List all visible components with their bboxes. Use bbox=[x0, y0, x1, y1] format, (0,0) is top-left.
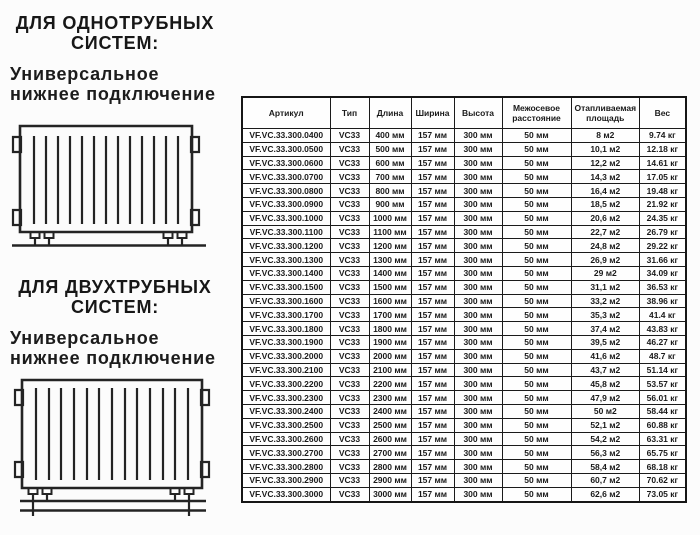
table-cell: 50 мм bbox=[502, 239, 571, 253]
table-cell: 54,2 м2 bbox=[571, 432, 640, 446]
table-row bbox=[242, 170, 686, 184]
table-cell: 2400 мм bbox=[369, 404, 411, 418]
table-cell: 46.27 кг bbox=[640, 335, 686, 349]
table-cell: 50 мм bbox=[502, 280, 571, 294]
table-cell: 2300 мм bbox=[369, 391, 411, 405]
table-cell: 50 мм bbox=[502, 363, 571, 377]
table-cell: 60,7 м2 bbox=[571, 473, 640, 487]
table-cell: VF.VC.33.300.1600 bbox=[242, 294, 330, 308]
table-cell: 300 мм bbox=[454, 335, 502, 349]
table-cell: 300 мм bbox=[454, 446, 502, 460]
table-row bbox=[242, 211, 686, 225]
table-cell: 50 мм bbox=[502, 335, 571, 349]
table-row bbox=[242, 308, 686, 322]
table-cell: 50 мм bbox=[502, 404, 571, 418]
table-cell: 157 мм bbox=[411, 418, 454, 432]
table-row bbox=[242, 294, 686, 308]
table-cell: 50 мм bbox=[502, 225, 571, 239]
column-header-width: Ширина bbox=[411, 97, 454, 129]
table-cell: 2800 мм bbox=[369, 460, 411, 474]
table-cell: 157 мм bbox=[411, 170, 454, 184]
table-cell: 17.05 кг bbox=[640, 170, 686, 184]
table-cell: VC33 bbox=[330, 446, 369, 460]
two-pipe-subheading bbox=[10, 328, 236, 368]
table-cell: 50 мм bbox=[502, 487, 571, 501]
table-cell: VF.VC.33.300.0600 bbox=[242, 156, 330, 170]
table-cell: 1700 мм bbox=[369, 308, 411, 322]
table-cell: VF.VC.33.300.0500 bbox=[242, 142, 330, 156]
table-cell: 51.14 кг bbox=[640, 363, 686, 377]
table-row bbox=[242, 184, 686, 198]
table-cell: 50 мм bbox=[502, 129, 571, 143]
table-cell: 50 мм bbox=[502, 253, 571, 267]
table-cell: 24,8 м2 bbox=[571, 239, 640, 253]
table-cell: 50 мм bbox=[502, 460, 571, 474]
table-cell: 41.4 кг bbox=[640, 308, 686, 322]
table-cell: VF.VC.33.300.1300 bbox=[242, 253, 330, 267]
table-cell: VC33 bbox=[330, 239, 369, 253]
table-cell: 157 мм bbox=[411, 266, 454, 280]
table-cell: 43,7 м2 bbox=[571, 363, 640, 377]
table-row bbox=[242, 156, 686, 170]
table-cell: 50 мм bbox=[502, 349, 571, 363]
table-cell: 1100 мм bbox=[369, 225, 411, 239]
table-cell: 50 мм bbox=[502, 211, 571, 225]
table-cell: VC33 bbox=[330, 473, 369, 487]
table-cell: 157 мм bbox=[411, 225, 454, 239]
table-cell: 157 мм bbox=[411, 129, 454, 143]
table-cell: 50 мм bbox=[502, 197, 571, 211]
table-cell: VF.VC.33.300.0800 bbox=[242, 184, 330, 198]
table-cell: 700 мм bbox=[369, 170, 411, 184]
table-cell: VC33 bbox=[330, 391, 369, 405]
table-cell: VC33 bbox=[330, 280, 369, 294]
heading-line: СИСТЕМ: bbox=[70, 297, 160, 317]
table-cell: VF.VC.33.300.3000 bbox=[242, 487, 330, 501]
table-cell: 300 мм bbox=[454, 156, 502, 170]
subheading-line: нижнее подключение bbox=[10, 348, 216, 368]
table-cell: 56.01 кг bbox=[640, 391, 686, 405]
table-row bbox=[242, 280, 686, 294]
table-cell: 39,5 м2 bbox=[571, 335, 640, 349]
table-cell: VF.VC.33.300.1000 bbox=[242, 211, 330, 225]
table-cell: 50 мм bbox=[502, 156, 571, 170]
table-cell: 29.22 кг bbox=[640, 239, 686, 253]
table-cell: 157 мм bbox=[411, 335, 454, 349]
table-cell: 2000 мм bbox=[369, 349, 411, 363]
table-cell: 65.75 кг bbox=[640, 446, 686, 460]
table-cell: VC33 bbox=[330, 253, 369, 267]
table-row bbox=[242, 404, 686, 418]
table-row bbox=[242, 391, 686, 405]
table-cell: 63.31 кг bbox=[640, 432, 686, 446]
table-cell: 50 мм bbox=[502, 418, 571, 432]
table-cell: 62,6 м2 bbox=[571, 487, 640, 501]
table-cell: VF.VC.33.300.2700 bbox=[242, 446, 330, 460]
table-cell: 157 мм bbox=[411, 142, 454, 156]
table-cell: 50 мм bbox=[502, 184, 571, 198]
table-cell: VC33 bbox=[330, 294, 369, 308]
table-cell: 300 мм bbox=[454, 184, 502, 198]
table-row bbox=[242, 335, 686, 349]
column-header-heated-area: Отапливаемая площадь bbox=[571, 97, 640, 129]
table-cell: 60.88 кг bbox=[640, 418, 686, 432]
table-cell: 300 мм bbox=[454, 418, 502, 432]
table-cell: 300 мм bbox=[454, 253, 502, 267]
table-cell: 1800 мм bbox=[369, 322, 411, 336]
table-cell: 73.05 кг bbox=[640, 487, 686, 501]
table-cell: 2100 мм bbox=[369, 363, 411, 377]
table-cell: 37,4 м2 bbox=[571, 322, 640, 336]
table-cell: 50 мм bbox=[502, 377, 571, 391]
table-cell: 36.53 кг bbox=[640, 280, 686, 294]
table-cell: 600 мм bbox=[369, 156, 411, 170]
table-cell: 20,6 м2 bbox=[571, 211, 640, 225]
table-cell: 2900 мм bbox=[369, 473, 411, 487]
single-pipe-subheading bbox=[10, 64, 236, 104]
table-cell: 45,8 м2 bbox=[571, 377, 640, 391]
table-cell: 300 мм bbox=[454, 487, 502, 501]
table-cell: 16,4 м2 bbox=[571, 184, 640, 198]
table-cell: 300 мм bbox=[454, 308, 502, 322]
column-header-type: Тип bbox=[330, 97, 369, 129]
table-cell: 33,2 м2 bbox=[571, 294, 640, 308]
table-cell: 18,5 м2 bbox=[571, 197, 640, 211]
table-row bbox=[242, 487, 686, 501]
table-cell: VC33 bbox=[330, 184, 369, 198]
table-cell: 70.62 кг bbox=[640, 473, 686, 487]
table-row bbox=[242, 349, 686, 363]
table-cell: 50 мм bbox=[502, 322, 571, 336]
table-cell: 2500 мм bbox=[369, 418, 411, 432]
table-row bbox=[242, 129, 686, 143]
table-cell: 48.7 кг bbox=[640, 349, 686, 363]
column-header-axle-distance: Межосевое расстояние bbox=[502, 97, 571, 129]
table-cell: VF.VC.33.300.0700 bbox=[242, 170, 330, 184]
table-row bbox=[242, 266, 686, 280]
table-cell: 68.18 кг bbox=[640, 460, 686, 474]
two-pipe-radiator-diagram bbox=[8, 374, 218, 527]
table-cell: 300 мм bbox=[454, 211, 502, 225]
table-cell: 1900 мм bbox=[369, 335, 411, 349]
table-cell: VF.VC.33.300.2600 bbox=[242, 432, 330, 446]
table-cell: 2600 мм bbox=[369, 432, 411, 446]
table-cell: VF.VC.33.300.1500 bbox=[242, 280, 330, 294]
table-cell: 157 мм bbox=[411, 473, 454, 487]
table-cell: VF.VC.33.300.2500 bbox=[242, 418, 330, 432]
table-cell: 1200 мм bbox=[369, 239, 411, 253]
table-cell: 50 мм bbox=[502, 391, 571, 405]
table-cell: 50 мм bbox=[502, 446, 571, 460]
table-cell: VC33 bbox=[330, 335, 369, 349]
table-row bbox=[242, 239, 686, 253]
table-cell: 29 м2 bbox=[571, 266, 640, 280]
table-cell: VC33 bbox=[330, 432, 369, 446]
table-row bbox=[242, 460, 686, 474]
table-cell: 157 мм bbox=[411, 404, 454, 418]
single-pipe-heading bbox=[2, 13, 228, 53]
table-cell: 300 мм bbox=[454, 322, 502, 336]
subheading-line: Универсальное bbox=[10, 328, 160, 348]
table-cell: 2200 мм bbox=[369, 377, 411, 391]
table-cell: VF.VC.33.300.2400 bbox=[242, 404, 330, 418]
table-cell: 157 мм bbox=[411, 239, 454, 253]
table-cell: VC33 bbox=[330, 460, 369, 474]
table-cell: 14.61 кг bbox=[640, 156, 686, 170]
table-cell: 3000 мм bbox=[369, 487, 411, 501]
table-row bbox=[242, 473, 686, 487]
table-cell: 50 мм bbox=[502, 432, 571, 446]
table-cell: VF.VC.33.300.2300 bbox=[242, 391, 330, 405]
table-cell: 300 мм bbox=[454, 363, 502, 377]
heading-line: ДЛЯ ДВУХТРУБНЫХ bbox=[18, 277, 212, 297]
table-cell: VC33 bbox=[330, 129, 369, 143]
table-cell: 26,9 м2 bbox=[571, 253, 640, 267]
table-cell: 157 мм bbox=[411, 184, 454, 198]
table-cell: 300 мм bbox=[454, 460, 502, 474]
table-cell: VC33 bbox=[330, 266, 369, 280]
table-row bbox=[242, 363, 686, 377]
column-header-length: Длина bbox=[369, 97, 411, 129]
table-cell: VF.VC.33.300.1700 bbox=[242, 308, 330, 322]
table-cell: VC33 bbox=[330, 404, 369, 418]
column-header-article: Артикул bbox=[242, 97, 330, 129]
table-cell: 300 мм bbox=[454, 294, 502, 308]
table-cell: VF.VC.33.300.1400 bbox=[242, 266, 330, 280]
table-cell: VC33 bbox=[330, 349, 369, 363]
table-cell: 47,9 м2 bbox=[571, 391, 640, 405]
table-row bbox=[242, 225, 686, 239]
table-cell: 56,3 м2 bbox=[571, 446, 640, 460]
table-cell: 26.79 кг bbox=[640, 225, 686, 239]
table-cell: 53.57 кг bbox=[640, 377, 686, 391]
table-cell: 1500 мм bbox=[369, 280, 411, 294]
table-cell: 50 мм bbox=[502, 142, 571, 156]
table-cell: 300 мм bbox=[454, 170, 502, 184]
subheading-line: Универсальное bbox=[10, 64, 160, 84]
table-cell: 10,1 м2 bbox=[571, 142, 640, 156]
table-cell: 34.09 кг bbox=[640, 266, 686, 280]
table-cell: VC33 bbox=[330, 156, 369, 170]
heading-line: СИСТЕМ: bbox=[70, 33, 160, 53]
column-header-weight: Вес bbox=[640, 97, 686, 129]
table-cell: VF.VC.33.300.1100 bbox=[242, 225, 330, 239]
two-pipe-heading bbox=[2, 277, 228, 317]
subheading-line: нижнее подключение bbox=[10, 84, 216, 104]
table-cell: 157 мм bbox=[411, 460, 454, 474]
heading-line: ДЛЯ ОДНОТРУБНЫХ bbox=[15, 13, 215, 33]
table-cell: 157 мм bbox=[411, 391, 454, 405]
table-cell: 58,4 м2 bbox=[571, 460, 640, 474]
table-cell: 19.48 кг bbox=[640, 184, 686, 198]
table-cell: 157 мм bbox=[411, 377, 454, 391]
table-cell: 157 мм bbox=[411, 280, 454, 294]
table-cell: 50 мм bbox=[502, 266, 571, 280]
table-cell: 50 мм bbox=[502, 294, 571, 308]
table-cell: 50 мм bbox=[502, 308, 571, 322]
table-cell: 157 мм bbox=[411, 322, 454, 336]
table-cell: VC33 bbox=[330, 170, 369, 184]
table-cell: 31.66 кг bbox=[640, 253, 686, 267]
table-cell: VC33 bbox=[330, 363, 369, 377]
table-row bbox=[242, 142, 686, 156]
table-cell: 300 мм bbox=[454, 225, 502, 239]
table-cell: VF.VC.33.300.1200 bbox=[242, 239, 330, 253]
table-cell: 157 мм bbox=[411, 294, 454, 308]
table-cell: 300 мм bbox=[454, 473, 502, 487]
table-cell: 157 мм bbox=[411, 487, 454, 501]
table-cell: 300 мм bbox=[454, 239, 502, 253]
table-cell: 300 мм bbox=[454, 377, 502, 391]
table-cell: 50 мм bbox=[502, 170, 571, 184]
table-row bbox=[242, 377, 686, 391]
table-cell: 1300 мм bbox=[369, 253, 411, 267]
table-cell: 21.92 кг bbox=[640, 197, 686, 211]
table-cell: 157 мм bbox=[411, 432, 454, 446]
table-cell: VC33 bbox=[330, 418, 369, 432]
table-row bbox=[242, 253, 686, 267]
table-cell: VF.VC.33.300.2800 bbox=[242, 460, 330, 474]
table-cell: 1000 мм bbox=[369, 211, 411, 225]
table-cell: 1400 мм bbox=[369, 266, 411, 280]
table-cell: 50 мм bbox=[502, 473, 571, 487]
table-cell: VC33 bbox=[330, 322, 369, 336]
table-cell: 157 мм bbox=[411, 349, 454, 363]
table-cell: 157 мм bbox=[411, 211, 454, 225]
table-row bbox=[242, 418, 686, 432]
radiator-icon bbox=[8, 116, 218, 251]
table-cell: 38.96 кг bbox=[640, 294, 686, 308]
table-cell: 157 мм bbox=[411, 446, 454, 460]
table-cell: 52,1 м2 bbox=[571, 418, 640, 432]
table-cell: 31,1 м2 bbox=[571, 280, 640, 294]
table-cell: 300 мм bbox=[454, 266, 502, 280]
table-cell: 300 мм bbox=[454, 404, 502, 418]
table-cell: 300 мм bbox=[454, 349, 502, 363]
table-cell: VC33 bbox=[330, 142, 369, 156]
table-cell: 9.74 кг bbox=[640, 129, 686, 143]
table-cell: 300 мм bbox=[454, 129, 502, 143]
table-cell: VF.VC.33.300.0900 bbox=[242, 197, 330, 211]
table-cell: VF.VC.33.300.0400 bbox=[242, 129, 330, 143]
table-cell: 14,3 м2 bbox=[571, 170, 640, 184]
column-header-height: Высота bbox=[454, 97, 502, 129]
table-cell: 300 мм bbox=[454, 280, 502, 294]
table-row bbox=[242, 197, 686, 211]
table-cell: 157 мм bbox=[411, 363, 454, 377]
single-pipe-radiator-diagram bbox=[8, 116, 218, 256]
table-row bbox=[242, 322, 686, 336]
table-cell: VC33 bbox=[330, 377, 369, 391]
table-cell: 300 мм bbox=[454, 432, 502, 446]
table-cell: VC33 bbox=[330, 211, 369, 225]
table-cell: 8 м2 bbox=[571, 129, 640, 143]
table-cell: 22,7 м2 bbox=[571, 225, 640, 239]
table-row bbox=[242, 432, 686, 446]
table-cell: VC33 bbox=[330, 225, 369, 239]
table-cell: 43.83 кг bbox=[640, 322, 686, 336]
table-cell: VC33 bbox=[330, 487, 369, 501]
table-cell: VC33 bbox=[330, 197, 369, 211]
table-cell: 500 мм bbox=[369, 142, 411, 156]
spec-table-body bbox=[242, 129, 686, 502]
table-header-row bbox=[242, 97, 686, 129]
radiator-icon bbox=[8, 374, 218, 522]
table-row bbox=[242, 446, 686, 460]
table-cell: 157 мм bbox=[411, 308, 454, 322]
table-cell: 12,2 м2 bbox=[571, 156, 640, 170]
table-cell: VF.VC.33.300.1900 bbox=[242, 335, 330, 349]
table-cell: VF.VC.33.300.2900 bbox=[242, 473, 330, 487]
table-cell: 157 мм bbox=[411, 197, 454, 211]
table-cell: VF.VC.33.300.2000 bbox=[242, 349, 330, 363]
table-cell: 300 мм bbox=[454, 142, 502, 156]
table-cell: 157 мм bbox=[411, 253, 454, 267]
table-cell: 12.18 кг bbox=[640, 142, 686, 156]
table-cell: 41,6 м2 bbox=[571, 349, 640, 363]
table-cell: 1600 мм bbox=[369, 294, 411, 308]
table-cell: 300 мм bbox=[454, 391, 502, 405]
table-cell: 300 мм bbox=[454, 197, 502, 211]
table-cell: 800 мм bbox=[369, 184, 411, 198]
table-cell: 400 мм bbox=[369, 129, 411, 143]
table-cell: 24.35 кг bbox=[640, 211, 686, 225]
table-cell: 50 м2 bbox=[571, 404, 640, 418]
table-cell: 35,3 м2 bbox=[571, 308, 640, 322]
table-cell: 58.44 кг bbox=[640, 404, 686, 418]
table-cell: 2700 мм bbox=[369, 446, 411, 460]
table-cell: VC33 bbox=[330, 308, 369, 322]
table-cell: 157 мм bbox=[411, 156, 454, 170]
table-cell: 900 мм bbox=[369, 197, 411, 211]
table-cell: VF.VC.33.300.2200 bbox=[242, 377, 330, 391]
table-cell: VF.VC.33.300.2100 bbox=[242, 363, 330, 377]
spec-table bbox=[241, 96, 687, 503]
table-cell: VF.VC.33.300.1800 bbox=[242, 322, 330, 336]
